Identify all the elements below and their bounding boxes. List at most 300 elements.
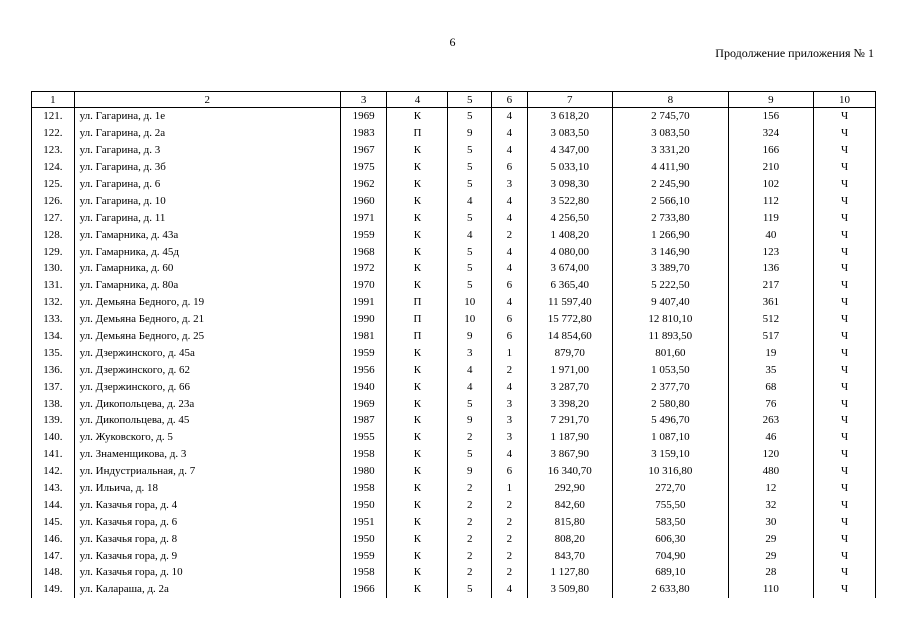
table-row xyxy=(32,176,876,193)
row-number-cell: 128. xyxy=(32,226,75,243)
row-number-cell: 145. xyxy=(32,513,75,530)
total-area-cell: 808,20 xyxy=(527,530,612,547)
living-area-cell: 1 087,10 xyxy=(612,429,728,446)
row-number-cell: 127. xyxy=(32,209,75,226)
total-area-cell: 292,90 xyxy=(527,480,612,497)
floors-cell: 4 xyxy=(448,192,492,209)
address-cell: ул. Гагарина, д. 3 xyxy=(74,142,340,159)
ownership-cell: Ч xyxy=(814,463,876,480)
living-area-cell: 12 810,10 xyxy=(612,311,728,328)
living-area-cell: 2 245,90 xyxy=(612,176,728,193)
total-area-cell: 7 291,70 xyxy=(527,412,612,429)
ownership-cell: Ч xyxy=(814,530,876,547)
wall-material-cell: К xyxy=(387,108,448,125)
residents-cell: 123 xyxy=(728,243,813,260)
ownership-cell: Ч xyxy=(814,344,876,361)
wall-material-cell: К xyxy=(387,547,448,564)
total-area-cell: 3 098,30 xyxy=(527,176,612,193)
wall-material-cell: К xyxy=(387,513,448,530)
wall-material-cell: К xyxy=(387,344,448,361)
row-number-cell: 140. xyxy=(32,429,75,446)
wall-material-cell: К xyxy=(387,176,448,193)
entrances-cell: 4 xyxy=(492,378,528,395)
row-number-cell: 136. xyxy=(32,361,75,378)
ownership-cell: Ч xyxy=(814,480,876,497)
floors-cell: 2 xyxy=(448,547,492,564)
living-area-cell: 2 733,80 xyxy=(612,209,728,226)
total-area-cell: 1 187,90 xyxy=(527,429,612,446)
total-area-cell: 14 854,60 xyxy=(527,328,612,345)
table-row xyxy=(32,564,876,581)
year-built-cell: 1959 xyxy=(340,547,387,564)
table-row xyxy=(32,142,876,159)
floors-cell: 5 xyxy=(448,277,492,294)
ownership-cell: Ч xyxy=(814,226,876,243)
total-area-cell: 3 509,80 xyxy=(527,581,612,598)
residents-cell: 156 xyxy=(728,108,813,125)
address-cell: ул. Демьяна Бедного, д. 19 xyxy=(74,294,340,311)
total-area-cell: 879,70 xyxy=(527,344,612,361)
wall-material-cell: К xyxy=(387,463,448,480)
entrances-cell: 4 xyxy=(492,108,528,125)
year-built-cell: 1967 xyxy=(340,142,387,159)
wall-material-cell: К xyxy=(387,412,448,429)
table-row xyxy=(32,513,876,530)
table-row xyxy=(32,328,876,345)
year-built-cell: 1956 xyxy=(340,361,387,378)
floors-cell: 5 xyxy=(448,260,492,277)
residents-cell: 46 xyxy=(728,429,813,446)
table-row xyxy=(32,243,876,260)
year-built-cell: 1975 xyxy=(340,159,387,176)
residents-cell: 110 xyxy=(728,581,813,598)
living-area-cell: 1 053,50 xyxy=(612,361,728,378)
ownership-cell: Ч xyxy=(814,395,876,412)
residents-cell: 210 xyxy=(728,159,813,176)
living-area-cell: 3 331,20 xyxy=(612,142,728,159)
table-row xyxy=(32,530,876,547)
table-row xyxy=(32,108,876,125)
total-area-cell: 15 772,80 xyxy=(527,311,612,328)
table-row xyxy=(32,159,876,176)
page-number: 6 xyxy=(449,35,456,49)
residents-cell: 517 xyxy=(728,328,813,345)
ownership-cell: Ч xyxy=(814,192,876,209)
wall-material-cell: К xyxy=(387,496,448,513)
address-cell: ул. Гагарина, д. 6 xyxy=(74,176,340,193)
row-number-cell: 137. xyxy=(32,378,75,395)
wall-material-cell: К xyxy=(387,530,448,547)
ownership-cell: Ч xyxy=(814,496,876,513)
living-area-cell: 3 083,50 xyxy=(612,125,728,142)
wall-material-cell: К xyxy=(387,429,448,446)
residents-cell: 35 xyxy=(728,361,813,378)
residents-cell: 361 xyxy=(728,294,813,311)
ownership-cell: Ч xyxy=(814,513,876,530)
total-area-cell: 1 408,20 xyxy=(527,226,612,243)
year-built-cell: 1951 xyxy=(340,513,387,530)
year-built-cell: 1940 xyxy=(340,378,387,395)
ownership-cell: Ч xyxy=(814,159,876,176)
entrances-cell: 6 xyxy=(492,277,528,294)
address-cell: ул. Гамарника, д. 43а xyxy=(74,226,340,243)
wall-material-cell: К xyxy=(387,581,448,598)
ownership-cell: Ч xyxy=(814,260,876,277)
ownership-cell: Ч xyxy=(814,446,876,463)
wall-material-cell: К xyxy=(387,378,448,395)
ownership-cell: Ч xyxy=(814,108,876,125)
entrances-cell: 2 xyxy=(492,361,528,378)
wall-material-cell: К xyxy=(387,361,448,378)
ownership-cell: Ч xyxy=(814,277,876,294)
entrances-cell: 6 xyxy=(492,159,528,176)
living-area-cell: 4 411,90 xyxy=(612,159,728,176)
ownership-cell: Ч xyxy=(814,142,876,159)
wall-material-cell: К xyxy=(387,159,448,176)
row-number-cell: 149. xyxy=(32,581,75,598)
living-area-cell: 3 146,90 xyxy=(612,243,728,260)
row-number-cell: 129. xyxy=(32,243,75,260)
floors-cell: 10 xyxy=(448,311,492,328)
address-cell: ул. Ильича, д. 18 xyxy=(74,480,340,497)
year-built-cell: 1969 xyxy=(340,395,387,412)
residents-cell: 512 xyxy=(728,311,813,328)
living-area-cell: 583,50 xyxy=(612,513,728,530)
total-area-cell: 3 398,20 xyxy=(527,395,612,412)
residents-cell: 19 xyxy=(728,344,813,361)
entrances-cell: 2 xyxy=(492,564,528,581)
entrances-cell: 2 xyxy=(492,530,528,547)
floors-cell: 2 xyxy=(448,513,492,530)
living-area-cell: 3 159,10 xyxy=(612,446,728,463)
floors-cell: 2 xyxy=(448,480,492,497)
ownership-cell: Ч xyxy=(814,311,876,328)
table-row xyxy=(32,361,876,378)
total-area-cell: 1 971,00 xyxy=(527,361,612,378)
living-area-cell: 689,10 xyxy=(612,564,728,581)
table-row xyxy=(32,463,876,480)
table-row xyxy=(32,395,876,412)
entrances-cell: 4 xyxy=(492,209,528,226)
row-number-cell: 124. xyxy=(32,159,75,176)
header-cell: 10 xyxy=(814,92,876,108)
entrances-cell: 4 xyxy=(492,446,528,463)
living-area-cell: 10 316,80 xyxy=(612,463,728,480)
entrances-cell: 6 xyxy=(492,328,528,345)
entrances-cell: 6 xyxy=(492,311,528,328)
residents-cell: 480 xyxy=(728,463,813,480)
entrances-cell: 4 xyxy=(492,294,528,311)
row-number-cell: 144. xyxy=(32,496,75,513)
residents-cell: 28 xyxy=(728,564,813,581)
entrances-cell: 4 xyxy=(492,260,528,277)
year-built-cell: 1958 xyxy=(340,564,387,581)
row-number-cell: 138. xyxy=(32,395,75,412)
ownership-cell: Ч xyxy=(814,176,876,193)
ownership-cell: Ч xyxy=(814,547,876,564)
address-cell: ул. Демьяна Бедного, д. 21 xyxy=(74,311,340,328)
wall-material-cell: П xyxy=(387,311,448,328)
address-cell: ул. Индустриальная, д. 7 xyxy=(74,463,340,480)
buildings-table xyxy=(31,91,876,598)
wall-material-cell: К xyxy=(387,142,448,159)
table-row xyxy=(32,344,876,361)
floors-cell: 9 xyxy=(448,125,492,142)
row-number-cell: 131. xyxy=(32,277,75,294)
year-built-cell: 1983 xyxy=(340,125,387,142)
floors-cell: 2 xyxy=(448,564,492,581)
year-built-cell: 1981 xyxy=(340,328,387,345)
living-area-cell: 5 222,50 xyxy=(612,277,728,294)
wall-material-cell: К xyxy=(387,446,448,463)
year-built-cell: 1955 xyxy=(340,429,387,446)
wall-material-cell: П xyxy=(387,328,448,345)
address-cell: ул. Гагарина, д. 1е xyxy=(74,108,340,125)
residents-cell: 120 xyxy=(728,446,813,463)
entrances-cell: 3 xyxy=(492,395,528,412)
floors-cell: 5 xyxy=(448,142,492,159)
header-cell: 8 xyxy=(612,92,728,108)
total-area-cell: 843,70 xyxy=(527,547,612,564)
row-number-cell: 135. xyxy=(32,344,75,361)
ownership-cell: Ч xyxy=(814,328,876,345)
table-row xyxy=(32,294,876,311)
header-cell: 6 xyxy=(492,92,528,108)
living-area-cell: 3 389,70 xyxy=(612,260,728,277)
wall-material-cell: К xyxy=(387,226,448,243)
total-area-cell: 842,60 xyxy=(527,496,612,513)
row-number-cell: 148. xyxy=(32,564,75,581)
table-row xyxy=(32,446,876,463)
header-cell: 7 xyxy=(527,92,612,108)
floors-cell: 3 xyxy=(448,344,492,361)
header-cell: 2 xyxy=(74,92,340,108)
address-cell: ул. Гагарина, д. 2а xyxy=(74,125,340,142)
entrances-cell: 3 xyxy=(492,176,528,193)
living-area-cell: 2 633,80 xyxy=(612,581,728,598)
row-number-cell: 122. xyxy=(32,125,75,142)
address-cell: ул. Демьяна Бедного, д. 25 xyxy=(74,328,340,345)
table-row xyxy=(32,581,876,598)
total-area-cell: 4 256,50 xyxy=(527,209,612,226)
residents-cell: 12 xyxy=(728,480,813,497)
header-row xyxy=(32,92,876,108)
ownership-cell: Ч xyxy=(814,429,876,446)
address-cell: ул. Гагарина, д. 10 xyxy=(74,192,340,209)
total-area-cell: 3 674,00 xyxy=(527,260,612,277)
entrances-cell: 4 xyxy=(492,192,528,209)
table-row xyxy=(32,378,876,395)
total-area-cell: 4 347,00 xyxy=(527,142,612,159)
address-cell: ул. Гагарина, д. 3б xyxy=(74,159,340,176)
floors-cell: 5 xyxy=(448,209,492,226)
entrances-cell: 4 xyxy=(492,142,528,159)
total-area-cell: 5 033,10 xyxy=(527,159,612,176)
living-area-cell: 5 496,70 xyxy=(612,412,728,429)
wall-material-cell: К xyxy=(387,209,448,226)
living-area-cell: 2 745,70 xyxy=(612,108,728,125)
row-number-cell: 147. xyxy=(32,547,75,564)
header-cell: 9 xyxy=(728,92,813,108)
year-built-cell: 1987 xyxy=(340,412,387,429)
entrances-cell: 2 xyxy=(492,547,528,564)
table-row xyxy=(32,209,876,226)
wall-material-cell: К xyxy=(387,564,448,581)
entrances-cell: 2 xyxy=(492,496,528,513)
total-area-cell: 16 340,70 xyxy=(527,463,612,480)
address-cell: ул. Казачья гора, д. 4 xyxy=(74,496,340,513)
floors-cell: 9 xyxy=(448,328,492,345)
floors-cell: 5 xyxy=(448,581,492,598)
residents-cell: 68 xyxy=(728,378,813,395)
year-built-cell: 1966 xyxy=(340,581,387,598)
ownership-cell: Ч xyxy=(814,294,876,311)
entrances-cell: 3 xyxy=(492,412,528,429)
floors-cell: 2 xyxy=(448,496,492,513)
address-cell: ул. Калараша, д. 2а xyxy=(74,581,340,598)
row-number-cell: 139. xyxy=(32,412,75,429)
residents-cell: 76 xyxy=(728,395,813,412)
address-cell: ул. Дзержинского, д. 45а xyxy=(74,344,340,361)
address-cell: ул. Гамарника, д. 45д xyxy=(74,243,340,260)
ownership-cell: Ч xyxy=(814,564,876,581)
year-built-cell: 1959 xyxy=(340,226,387,243)
wall-material-cell: К xyxy=(387,277,448,294)
residents-cell: 29 xyxy=(728,547,813,564)
row-number-cell: 121. xyxy=(32,108,75,125)
total-area-cell: 815,80 xyxy=(527,513,612,530)
row-number-cell: 130. xyxy=(32,260,75,277)
residents-cell: 29 xyxy=(728,530,813,547)
total-area-cell: 6 365,40 xyxy=(527,277,612,294)
year-built-cell: 1959 xyxy=(340,344,387,361)
floors-cell: 9 xyxy=(448,463,492,480)
table-row xyxy=(32,226,876,243)
floors-cell: 10 xyxy=(448,294,492,311)
entrances-cell: 1 xyxy=(492,480,528,497)
living-area-cell: 801,60 xyxy=(612,344,728,361)
header-cell: 1 xyxy=(32,92,75,108)
residents-cell: 30 xyxy=(728,513,813,530)
ownership-cell: Ч xyxy=(814,125,876,142)
total-area-cell: 3 287,70 xyxy=(527,378,612,395)
living-area-cell: 9 407,40 xyxy=(612,294,728,311)
entrances-cell: 4 xyxy=(492,581,528,598)
table-row xyxy=(32,125,876,142)
wall-material-cell: К xyxy=(387,192,448,209)
year-built-cell: 1968 xyxy=(340,243,387,260)
total-area-cell: 4 080,00 xyxy=(527,243,612,260)
header-cell: 4 xyxy=(387,92,448,108)
year-built-cell: 1962 xyxy=(340,176,387,193)
residents-cell: 166 xyxy=(728,142,813,159)
residents-cell: 102 xyxy=(728,176,813,193)
ownership-cell: Ч xyxy=(814,243,876,260)
table-row xyxy=(32,277,876,294)
residents-cell: 217 xyxy=(728,277,813,294)
total-area-cell: 3 083,50 xyxy=(527,125,612,142)
year-built-cell: 1960 xyxy=(340,192,387,209)
address-cell: ул. Казачья гора, д. 6 xyxy=(74,513,340,530)
total-area-cell: 3 867,90 xyxy=(527,446,612,463)
living-area-cell: 606,30 xyxy=(612,530,728,547)
address-cell: ул. Дикопольцева, д. 23а xyxy=(74,395,340,412)
entrances-cell: 1 xyxy=(492,344,528,361)
floors-cell: 5 xyxy=(448,395,492,412)
living-area-cell: 11 893,50 xyxy=(612,328,728,345)
address-cell: ул. Гамарника, д. 80а xyxy=(74,277,340,294)
residents-cell: 40 xyxy=(728,226,813,243)
year-built-cell: 1958 xyxy=(340,480,387,497)
floors-cell: 4 xyxy=(448,226,492,243)
table-row xyxy=(32,311,876,328)
table-row xyxy=(32,429,876,446)
entrances-cell: 2 xyxy=(492,513,528,530)
living-area-cell: 1 266,90 xyxy=(612,226,728,243)
year-built-cell: 1958 xyxy=(340,446,387,463)
living-area-cell: 2 566,10 xyxy=(612,192,728,209)
year-built-cell: 1980 xyxy=(340,463,387,480)
entrances-cell: 4 xyxy=(492,243,528,260)
floors-cell: 2 xyxy=(448,530,492,547)
address-cell: ул. Дзержинского, д. 66 xyxy=(74,378,340,395)
address-cell: ул. Знаменщикова, д. 3 xyxy=(74,446,340,463)
floors-cell: 4 xyxy=(448,378,492,395)
floors-cell: 4 xyxy=(448,361,492,378)
header-cell: 3 xyxy=(340,92,387,108)
table-row xyxy=(32,480,876,497)
floors-cell: 5 xyxy=(448,159,492,176)
ownership-cell: Ч xyxy=(814,209,876,226)
total-area-cell: 3 522,80 xyxy=(527,192,612,209)
row-number-cell: 141. xyxy=(32,446,75,463)
residents-cell: 112 xyxy=(728,192,813,209)
living-area-cell: 704,90 xyxy=(612,547,728,564)
row-number-cell: 142. xyxy=(32,463,75,480)
living-area-cell: 755,50 xyxy=(612,496,728,513)
living-area-cell: 2 377,70 xyxy=(612,378,728,395)
total-area-cell: 3 618,20 xyxy=(527,108,612,125)
row-number-cell: 126. xyxy=(32,192,75,209)
ownership-cell: Ч xyxy=(814,581,876,598)
entrances-cell: 3 xyxy=(492,429,528,446)
address-cell: ул. Гагарина, д. 11 xyxy=(74,209,340,226)
ownership-cell: Ч xyxy=(814,378,876,395)
address-cell: ул. Казачья гора, д. 10 xyxy=(74,564,340,581)
floors-cell: 5 xyxy=(448,243,492,260)
table-row xyxy=(32,260,876,277)
year-built-cell: 1971 xyxy=(340,209,387,226)
floors-cell: 9 xyxy=(448,412,492,429)
residents-cell: 263 xyxy=(728,412,813,429)
floors-cell: 2 xyxy=(448,429,492,446)
row-number-cell: 123. xyxy=(32,142,75,159)
entrances-cell: 6 xyxy=(492,463,528,480)
floors-cell: 5 xyxy=(448,446,492,463)
table-row xyxy=(32,547,876,564)
year-built-cell: 1970 xyxy=(340,277,387,294)
year-built-cell: 1950 xyxy=(340,496,387,513)
residents-cell: 324 xyxy=(728,125,813,142)
entrances-cell: 4 xyxy=(492,125,528,142)
header-cell: 5 xyxy=(448,92,492,108)
year-built-cell: 1991 xyxy=(340,294,387,311)
address-cell: ул. Жуковского, д. 5 xyxy=(74,429,340,446)
ownership-cell: Ч xyxy=(814,361,876,378)
wall-material-cell: П xyxy=(387,125,448,142)
address-cell: ул. Гамарника, д. 60 xyxy=(74,260,340,277)
residents-cell: 32 xyxy=(728,496,813,513)
